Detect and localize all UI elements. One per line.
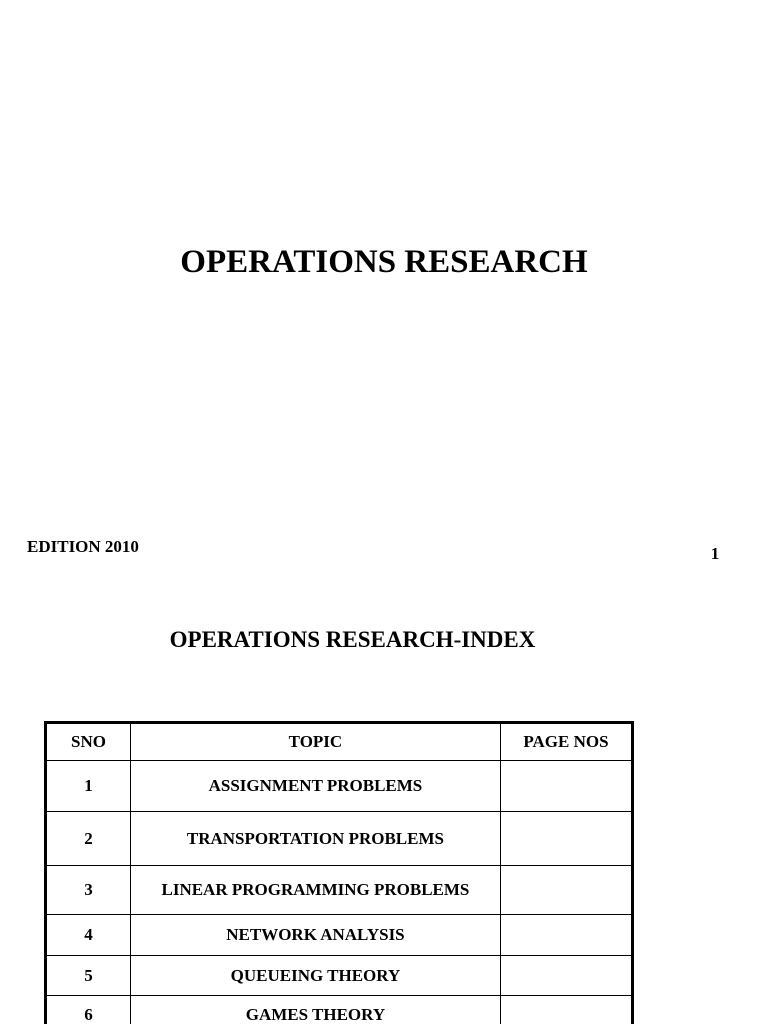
column-header-page-nos: PAGE NOS bbox=[500, 723, 632, 761]
row-sno: 3 bbox=[46, 866, 131, 915]
row-pages bbox=[500, 866, 632, 915]
row-topic: ASSIGNMENT PROBLEMS bbox=[130, 761, 500, 812]
row-topic: GAMES THEORY bbox=[130, 996, 500, 1024]
row-sno: 6 bbox=[46, 996, 131, 1024]
index-table bbox=[44, 721, 634, 1024]
table-row bbox=[46, 761, 633, 812]
row-topic: LINEAR PROGRAMMING PROBLEMS bbox=[130, 866, 500, 915]
row-sno: 5 bbox=[46, 956, 131, 996]
document-title: OPERATIONS RESEARCH bbox=[180, 244, 588, 280]
row-topic: QUEUEING THEORY bbox=[130, 956, 500, 996]
row-pages bbox=[500, 915, 632, 956]
table-row bbox=[46, 915, 633, 956]
row-pages bbox=[500, 996, 632, 1024]
row-pages bbox=[500, 812, 632, 866]
page-number: 1 bbox=[710, 544, 720, 563]
row-topic: TRANSPORTATION PROBLEMS bbox=[130, 812, 500, 866]
row-sno: 4 bbox=[46, 915, 131, 956]
edition-label: EDITION 2010 bbox=[27, 537, 139, 556]
row-pages bbox=[500, 956, 632, 996]
index-table-header bbox=[46, 723, 633, 761]
header-row bbox=[46, 723, 633, 761]
table-row bbox=[46, 812, 633, 866]
index-title: OPERATIONS RESEARCH-INDEX bbox=[169, 627, 536, 652]
column-header-topic: TOPIC bbox=[130, 723, 500, 761]
row-sno: 1 bbox=[46, 761, 131, 812]
table-row bbox=[46, 866, 633, 915]
column-header-sno: SNO bbox=[46, 723, 131, 761]
index-table-body bbox=[46, 761, 633, 1024]
table-row bbox=[46, 956, 633, 996]
row-sno: 2 bbox=[46, 812, 131, 866]
table-row bbox=[46, 996, 633, 1024]
row-pages bbox=[500, 761, 632, 812]
row-topic: NETWORK ANALYSIS bbox=[130, 915, 500, 956]
